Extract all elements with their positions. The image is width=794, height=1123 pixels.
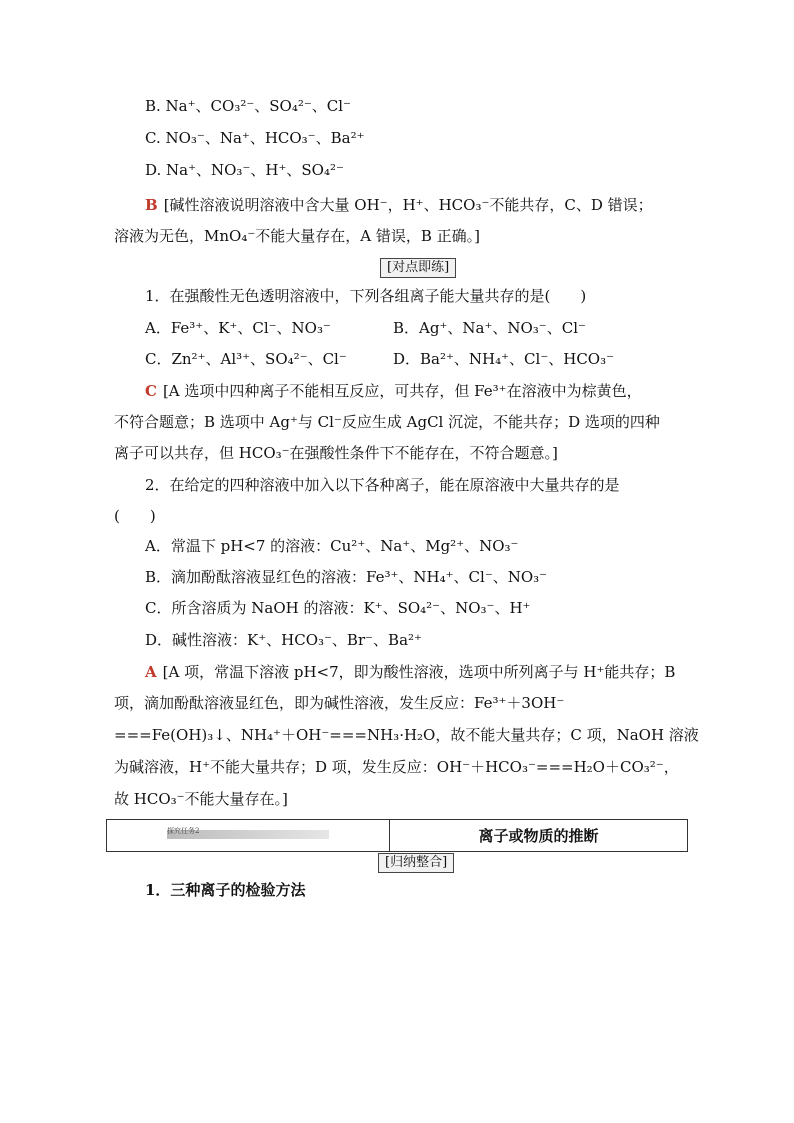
answer-2-line2: 项，滴加酚酞溶液显红色，即为碱性溶液，发生反应：Fe³⁺＋3OH⁻ <box>114 694 565 712</box>
section-header <box>106 819 688 852</box>
answer-2-line4: 为碱溶液，H⁺不能大量共存；D 项，发生反应：OH⁻＋HCO₃⁻===H₂O＋CO₃²⁻， <box>114 758 679 776</box>
answer-2-line5: 故 HCO₃⁻不能大量存在。] <box>114 790 288 808</box>
question-2-option-b: B．滴加酚酞溶液显红色的溶液：Fe³⁺、NH₄⁺、Cl⁻、NO₃⁻ <box>145 568 548 586</box>
answer-1-line2: 不符合题意；B 选项中 Ag⁺与 Cl⁻反应生成 AgCl 沉淀，不能共存；D 选项的四种 <box>114 413 660 431</box>
option-c-top: C. NO₃⁻、Na⁺、HCO₃⁻、Ba²⁺ <box>145 129 365 147</box>
answer-1-line3: 离子可以共存，但 HCO₃⁻在强酸性条件下不能存在，不符合题意。] <box>114 444 558 462</box>
option-b-top: B. Na⁺、CO₃²⁻、SO₄²⁻、Cl⁻ <box>145 97 351 115</box>
question-2-option-c: C．所含溶质为 NaOH 的溶液：K⁺、SO₄²⁻、NO₃⁻、H⁺ <box>145 599 531 617</box>
answer-2-text1: [A 项，常温下溶液 pH<7，即为酸性溶液，选项中所列离子与 H⁺能共存；B <box>162 663 676 681</box>
question-2-option-a: A．常温下 pH<7 的溶液：Cu²⁺、Na⁺、Mg²⁺、NO₃⁻ <box>145 537 519 555</box>
answer-1-text1: [A 选项中四种离子不能相互反应，可共存，但 Fe³⁺在溶液中为棕黄色， <box>162 382 642 400</box>
question-1-stem: 1．在强酸性无色透明溶液中，下列各组离子能大量共存的是( ) <box>145 287 587 305</box>
answer-letter: A <box>145 663 157 681</box>
question-2-stem: 2．在给定的四种溶液中加入以下各种离子，能在原溶液中大量共存的是 <box>145 476 620 494</box>
question-2-paren: ( ) <box>114 507 156 525</box>
section-title: 离子或物质的推断 <box>478 827 599 845</box>
answer-2-line1 <box>145 662 675 682</box>
answer-letter: C <box>145 382 157 400</box>
section-banner-cell <box>107 820 390 851</box>
summary-item-1: 1．三种离子的检验方法 <box>145 881 306 899</box>
answer-2-line3: ===Fe(OH)₃↓、NH₄⁺＋OH⁻===NH₃·H₂O，故不能大量共存；C 项，NaOH 溶液 <box>114 726 699 744</box>
answer-0-line2: 溶液为无色，MnO₄⁻不能大量存在，A 错误，B 正确。] <box>114 227 480 245</box>
answer-letter: B <box>145 196 158 214</box>
question-2-option-d: D．碱性溶液：K⁺、HCO₃⁻、Br⁻、Ba²⁺ <box>145 631 422 649</box>
practice-tag: [对点即练] <box>380 258 456 278</box>
summary-tag: [归纳整合] <box>378 853 454 873</box>
section-banner-label: 探究任务2 <box>167 827 200 835</box>
question-1-option-a: A．Fe³⁺、K⁺、Cl⁻、NO₃⁻ <box>145 319 331 337</box>
answer-0-line1 <box>145 195 653 215</box>
answer-1-line1 <box>145 381 642 401</box>
option-d-top: D. Na⁺、NO₃⁻、H⁺、SO₄²⁻ <box>145 161 344 179</box>
question-1-option-b: B．Ag⁺、Na⁺、NO₃⁻、Cl⁻ <box>393 319 586 337</box>
question-1-option-c: C．Zn²⁺、Al³⁺、SO₄²⁻、Cl⁻ <box>145 350 347 368</box>
question-1-option-d: D．Ba²⁺、NH₄⁺、Cl⁻、HCO₃⁻ <box>393 350 615 368</box>
answer-0-text1: [碱性溶液说明溶液中含大量 OH⁻，H⁺、HCO₃⁻不能共存，C、D 错误； <box>163 196 653 214</box>
